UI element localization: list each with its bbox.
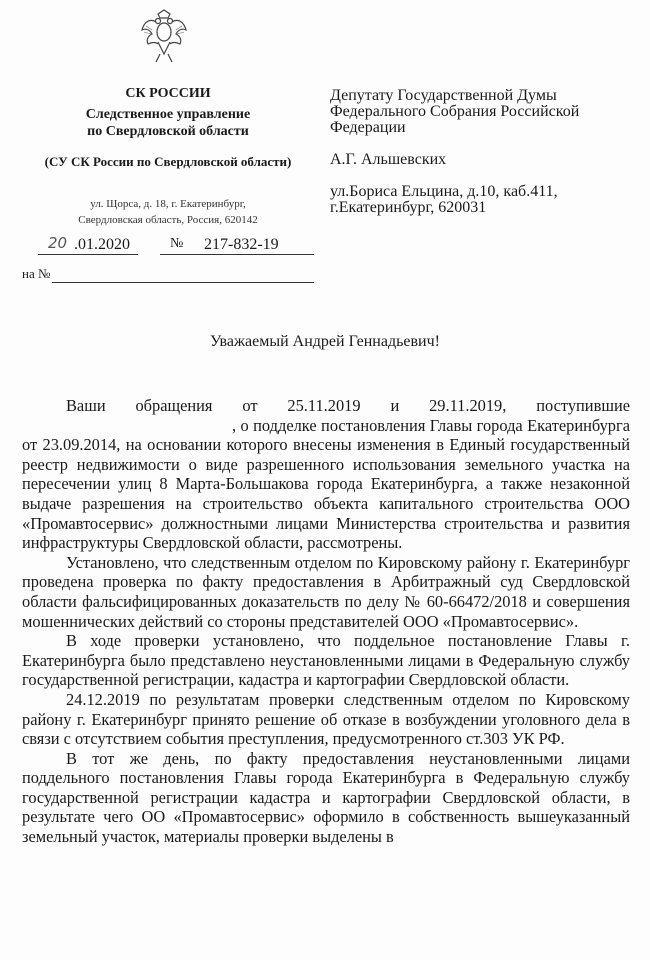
- registration-line: [28, 232, 314, 256]
- department-line-1: Следственное управление: [85, 107, 251, 122]
- letter-number: 217-832-19: [204, 236, 279, 253]
- letter-date: .01.2020: [74, 236, 130, 253]
- reply-to-underline: [52, 282, 314, 283]
- number-label: №: [170, 236, 184, 251]
- reply-to-label: на №: [22, 266, 51, 281]
- recipient-name: А.Г. Альшевских: [330, 151, 447, 168]
- coat-of-arms-emblem-icon: [136, 8, 192, 64]
- greeting: Уважаемый Андрей Геннадьевич!: [210, 333, 440, 350]
- department-abbreviation: (СУ СК России по Свердловской области): [44, 154, 292, 169]
- paragraph-4: 24.12.2019 по результатам проверки следственным отделом по Кировскому району г. Екатеринбург принято решение об отказе в возбуждении уголовного дела в связи с отсутствием события преступления, предусмотренного ст.303 УК РФ.: [22, 689, 630, 749]
- paragraph-1-rest: , о подделке постановления Главы города Екатеринбурга от 23.09.2014, на основании которого внесены изменения в Единый государственный реестр недвижимости о виде разрешенного использования земельного участка на пересечении улиц 8 Марта-Большакова города Екатеринбурга, а также незаконной выдаче разрешения на строительство объекта капитального строительства ООО «Промавтосервис» должностными лицами Министерства строительства и развития инфраструктуры Свердловской области, рассмотрены.: [22, 415, 630, 553]
- recipient-block: [330, 88, 630, 216]
- org-name: СК РОССИИ: [125, 86, 211, 101]
- recipient-address-1: ул.Бориса Ельцина, д.10, каб.411,: [330, 183, 558, 200]
- sender-address: [22, 196, 314, 228]
- number-underline: [160, 254, 314, 255]
- handwritten-day: 20: [48, 234, 68, 252]
- sender-block: [22, 86, 314, 228]
- department-line-2: по Свердловской области: [87, 124, 249, 139]
- paragraph-3: В ходе проверки установлено, что поддельное постановление Главы г. Екатеринбурга было представлено неустановленными лицами в Федеральную службу государственной регистрации, кадастра и картографии Свердловской области.: [22, 631, 630, 690]
- date-underline: [38, 254, 138, 255]
- letter-body: [22, 396, 630, 847]
- paragraph-1-start: Ваши обращения от 25.11.2019 и 29.11.2019, поступившие: [66, 396, 630, 415]
- recipient-line-1: Депутату Государственной Думы: [330, 87, 557, 104]
- sender-address-line-1: ул. Щорса, д. 18, г. Екатеринбург,: [90, 198, 246, 210]
- sender-address-line-2: Свердловская область, Россия, 620142: [78, 214, 258, 226]
- recipient-address-2: г.Екатеринбург, 620031: [330, 199, 487, 216]
- paragraph-1: [22, 396, 630, 553]
- paragraph-2: Установлено, что следственным отделом по Кировскому району г. Екатеринбург проведена проверка по факту предоставления в Арбитражный суд Свердловской области фальсифицированных доказательств по делу № 60-66472/2018 и совершения мошеннических действий со стороны представителей ООО «Промавтосервис».: [22, 552, 630, 631]
- paragraph-5: В тот же день, по факту предоставления неустановленными лицами поддельного постановления Главы города Екатеринбурга в Федеральную службу государственной регистрации кадастра и картографии Свердловской области, в результате чего ОО «Промавтосервис» оформило в собственность вышеуказанный земельный участок, материалы проверки выделены в: [22, 748, 630, 847]
- recipient-line-2: Федерального Собрания Российской: [330, 103, 580, 120]
- recipient-line-3: Федерации: [330, 119, 406, 136]
